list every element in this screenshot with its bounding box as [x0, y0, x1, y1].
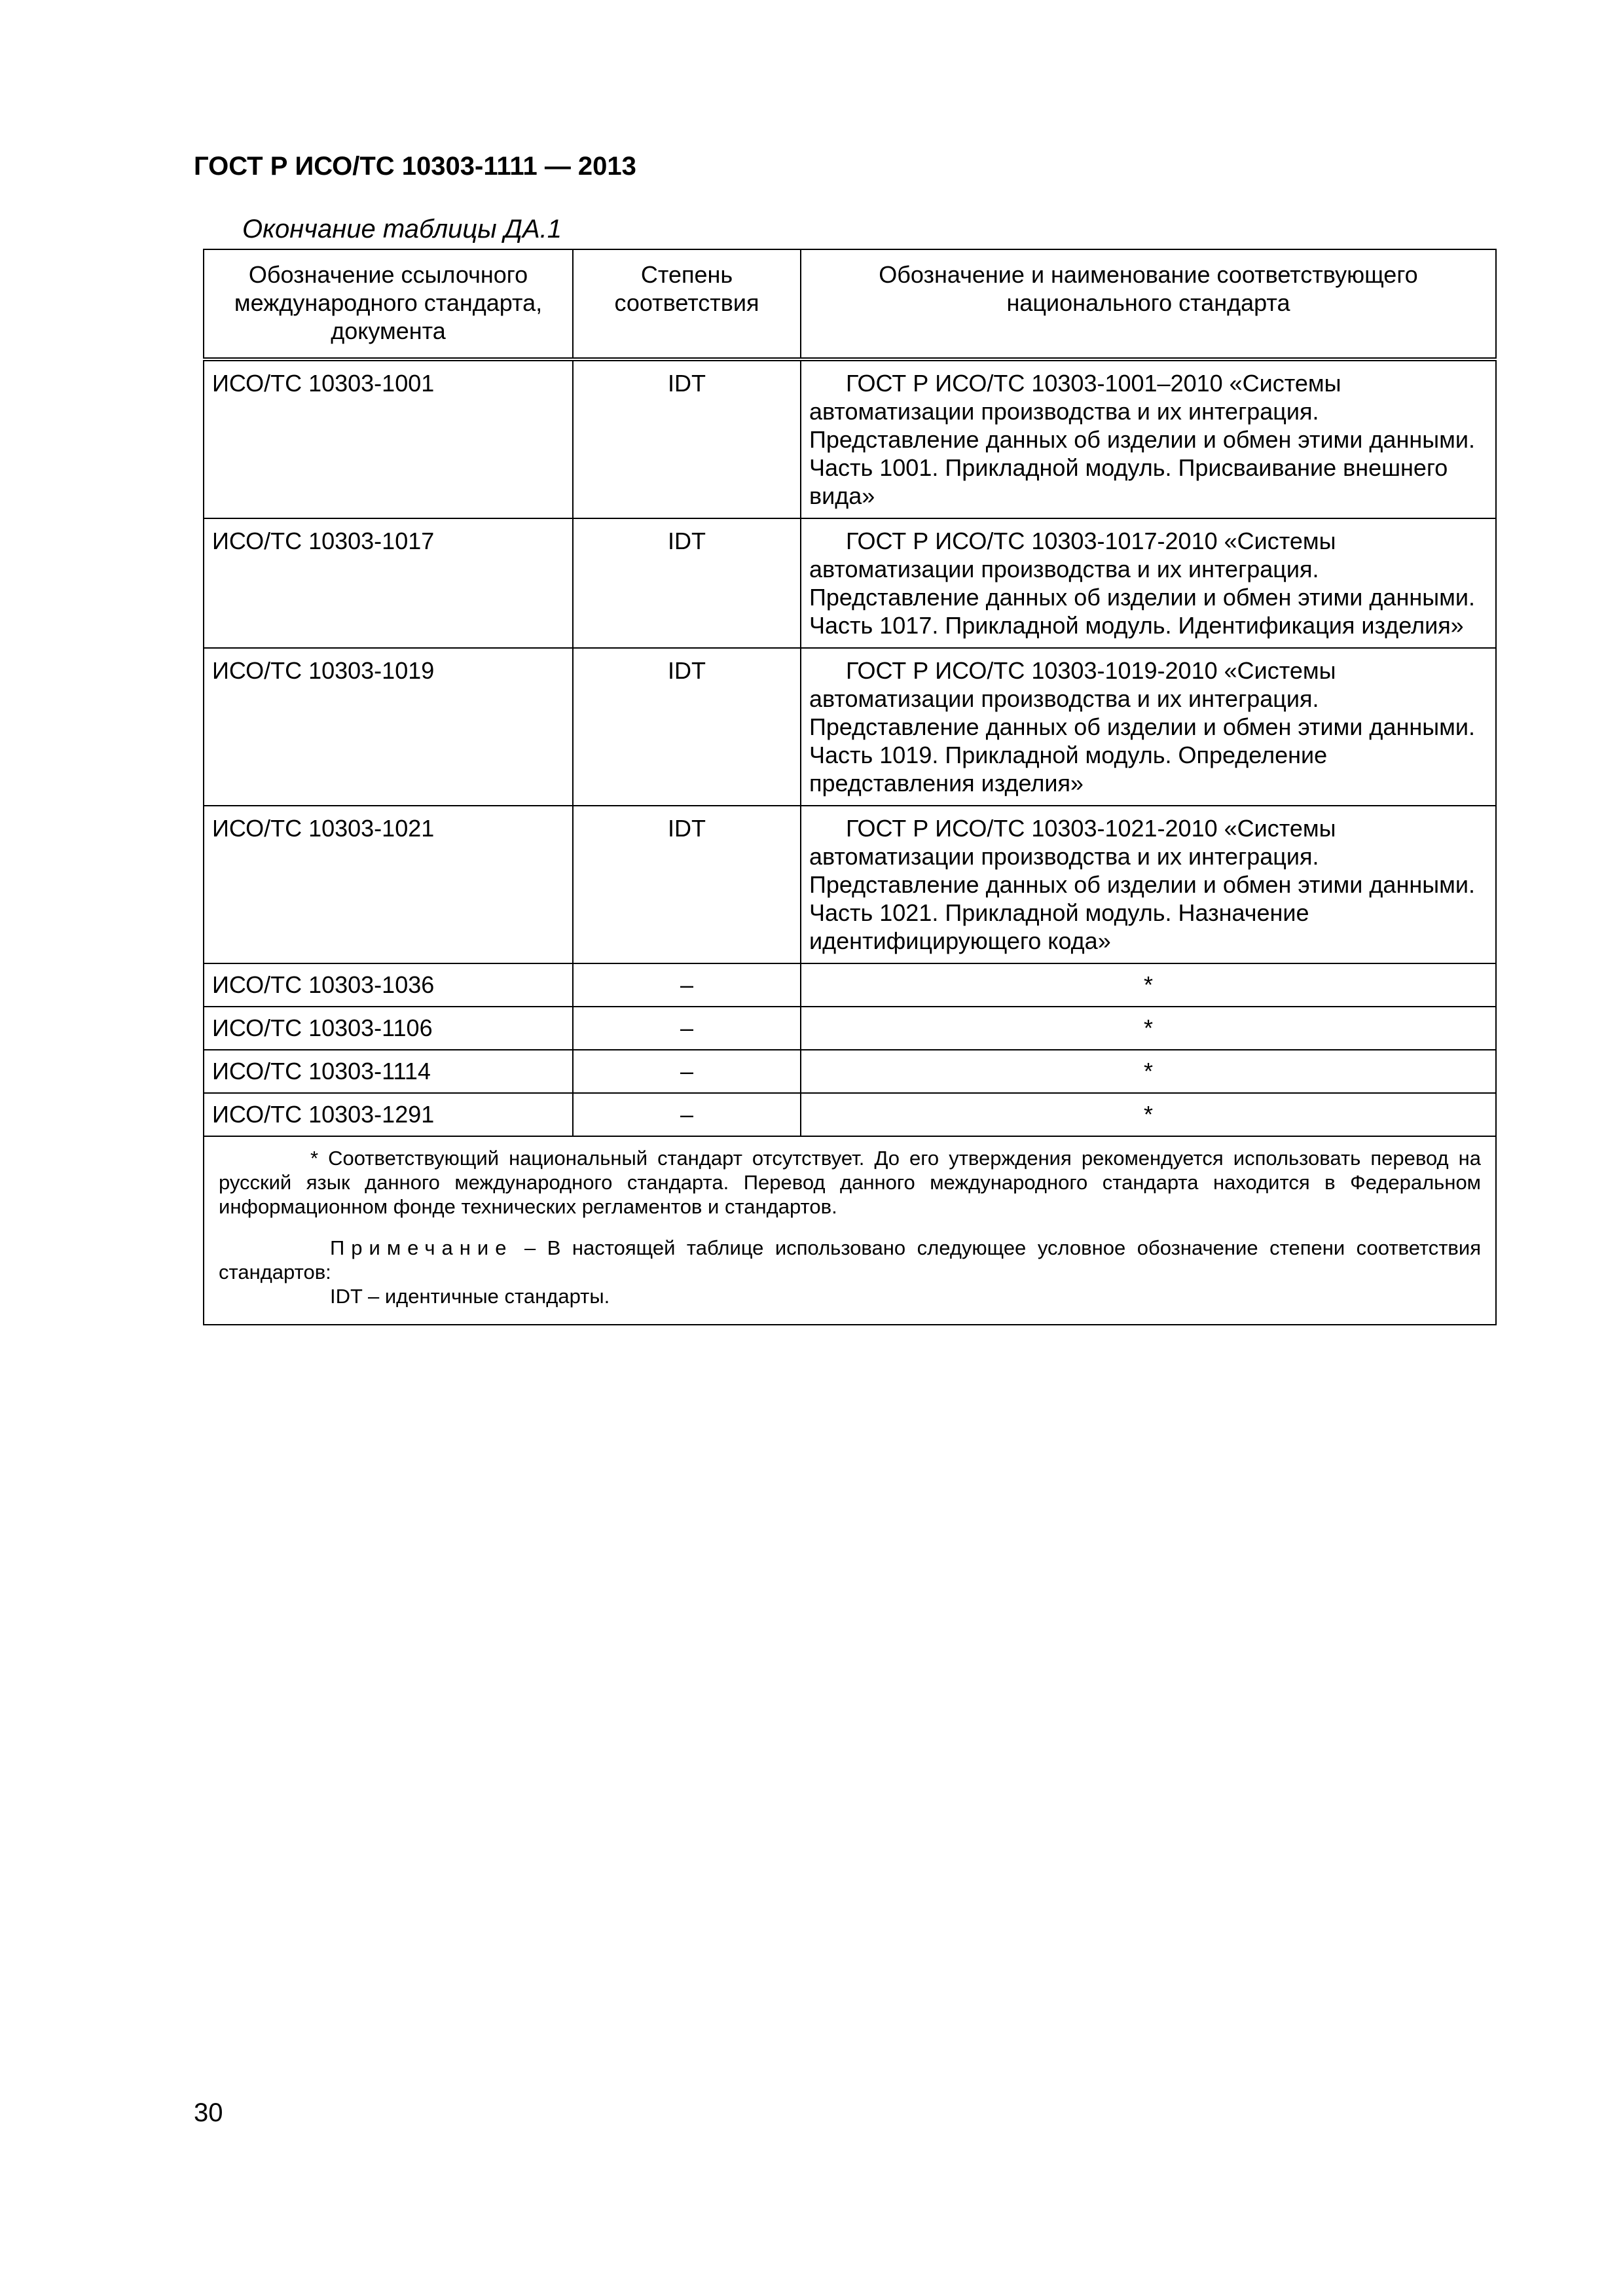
document-header: ГОСТ Р ИСО/ТС 10303-1111 — 2013	[194, 152, 636, 181]
table-footnote-cell	[204, 1136, 1496, 1325]
reference-cell: ИСО/ТС 10303-1036	[204, 963, 573, 1007]
note-idt-definition: IDT – идентичные стандарты.	[330, 1285, 610, 1308]
reference-cell: ИСО/ТС 10303-1017	[204, 518, 573, 648]
reference-cell: ИСО/ТС 10303-1019	[204, 648, 573, 806]
reference-cell: ИСО/ТС 10303-1106	[204, 1007, 573, 1050]
note-text: – В настоящей таблице использовано следующее условное обозначение степени соответствия стандартов:	[219, 1236, 1481, 1283]
reference-cell: ИСО/ТС 10303-1114	[204, 1050, 573, 1093]
reference-cell: ИСО/ТС 10303-1021	[204, 806, 573, 963]
column-header-reference: Обозначение ссылочного международного стандарта, документа	[204, 249, 573, 359]
national-standard-cell: ГОСТ Р ИСО/ТС 10303-1019-2010 «Системы автоматизации производства и их интеграция. Представление данных об изделии и обмен этими данными. Часть 1019. Прикладной модуль. Определение представления изделия»	[801, 648, 1496, 806]
reference-cell: ИСО/ТС 10303-1291	[204, 1093, 573, 1136]
table-row	[204, 648, 1496, 806]
note-paragraph	[219, 1236, 1481, 1284]
note-label: Примечание	[330, 1236, 513, 1259]
table-footer-row	[204, 1136, 1496, 1325]
degree-cell: IDT	[573, 518, 801, 648]
degree-cell: IDT	[573, 806, 801, 963]
degree-cell: –	[573, 1050, 801, 1093]
column-header-national: Обозначение и наименование соответствующего национального стандарта	[801, 249, 1496, 359]
table-row	[204, 806, 1496, 963]
table-header-row	[204, 249, 1496, 359]
degree-cell: –	[573, 1093, 801, 1136]
table-row	[204, 359, 1496, 518]
national-standard-cell: *	[801, 1050, 1496, 1093]
table-row	[204, 963, 1496, 1007]
page-number: 30	[194, 2098, 223, 2127]
column-header-degree: Степень соответствия	[573, 249, 801, 359]
table-row	[204, 1093, 1496, 1136]
degree-cell: IDT	[573, 648, 801, 806]
degree-cell: –	[573, 1007, 801, 1050]
degree-cell: –	[573, 963, 801, 1007]
national-standard-cell: ГОСТ Р ИСО/ТС 10303-1017-2010 «Системы автоматизации производства и их интеграция. Представление данных об изделии и обмен этими данными. Часть 1017. Прикладной модуль. Идентификация изделия»	[801, 518, 1496, 648]
table-caption: Окончание таблицы ДА.1	[242, 215, 562, 243]
national-standard-cell: *	[801, 1093, 1496, 1136]
footnote-text: * Соответствующий национальный стандарт отсутствует. До его утверждения рекомендуется использовать перевод на русский язык данного международного стандарта. Перевод данного международного стандарта находится в Федеральном информационном фонде технических регламентов и стандартов.	[219, 1147, 1481, 1218]
table-row	[204, 518, 1496, 648]
national-standard-cell: ГОСТ Р ИСО/ТС 10303-1021-2010 «Системы автоматизации производства и их интеграция. Представление данных об изделии и обмен этими данными. Часть 1021. Прикладной модуль. Назначение идентифицирующего кода»	[801, 806, 1496, 963]
table-row	[204, 1050, 1496, 1093]
degree-cell: IDT	[573, 359, 801, 518]
national-standard-cell: *	[801, 963, 1496, 1007]
table-row	[204, 1007, 1496, 1050]
national-standard-cell: ГОСТ Р ИСО/ТС 10303-1001–2010 «Системы автоматизации производства и их интеграция. Представление данных об изделии и обмен этими данными. Часть 1001. Прикладной модуль. Присваивание внешнего вида»	[801, 359, 1496, 518]
national-standard-cell: *	[801, 1007, 1496, 1050]
reference-cell: ИСО/ТС 10303-1001	[204, 359, 573, 518]
standards-table	[203, 249, 1497, 1325]
